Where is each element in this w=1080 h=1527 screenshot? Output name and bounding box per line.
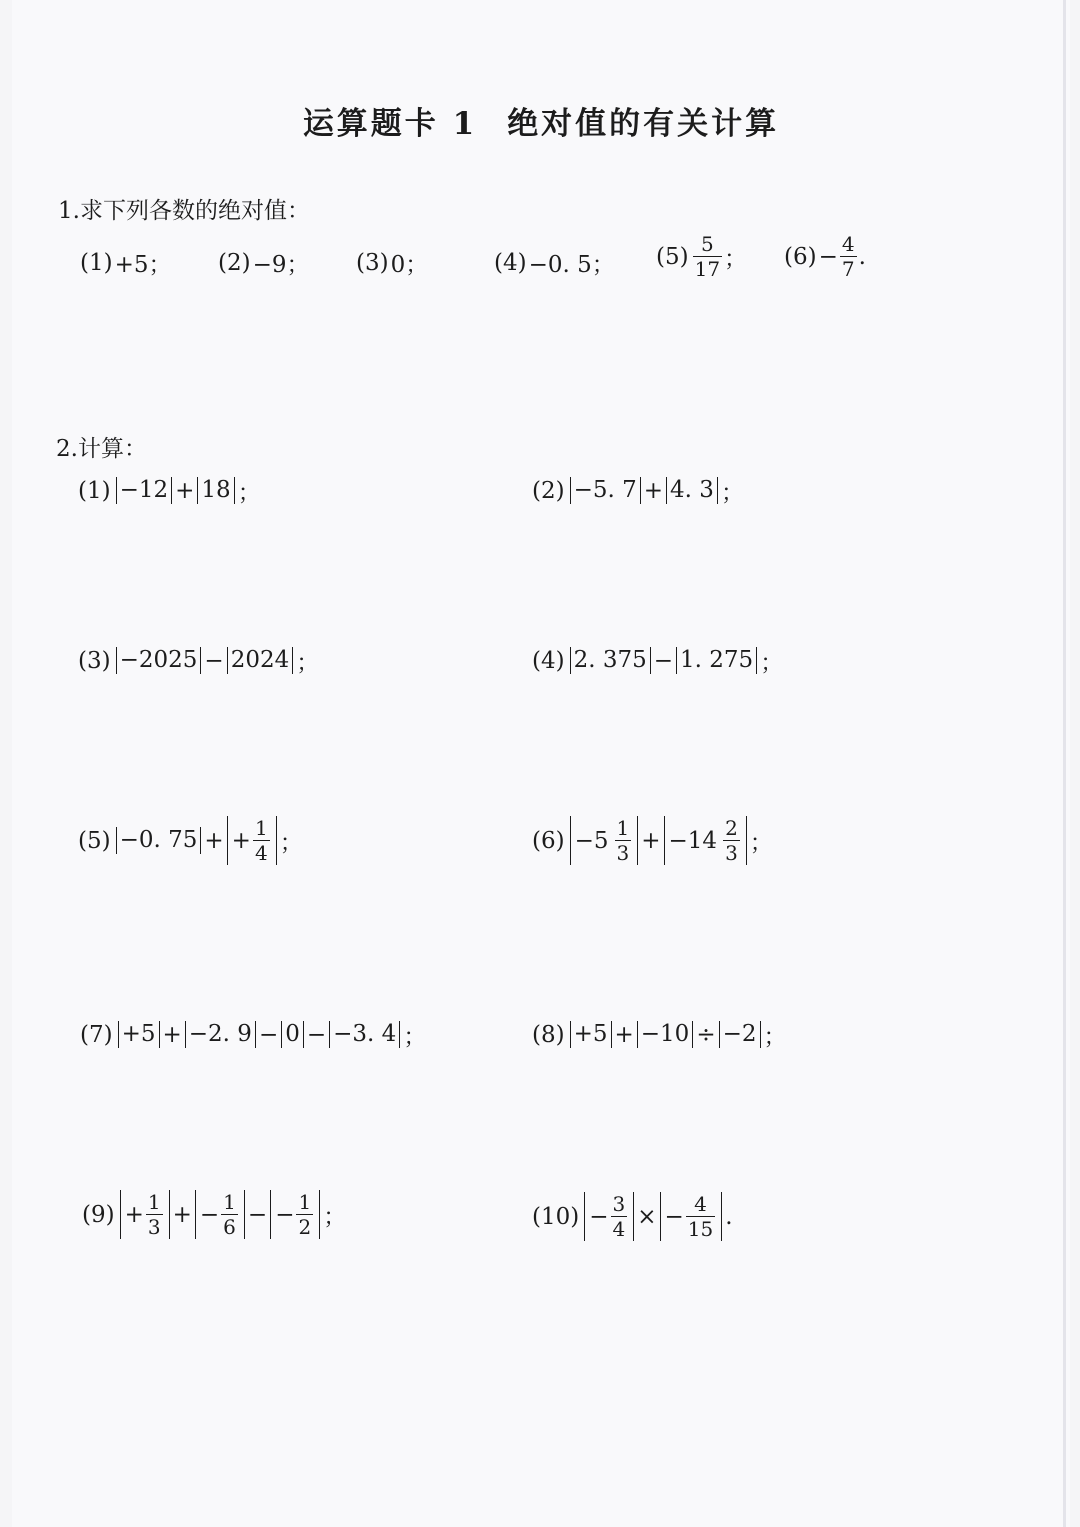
- operand: −12: [119, 477, 169, 504]
- item-number: (1): [80, 249, 113, 276]
- numerator: 5: [700, 232, 714, 256]
- item-end: ；: [279, 830, 303, 856]
- sign: −: [589, 1203, 609, 1230]
- denominator: 15: [687, 1217, 714, 1241]
- numerator: 4: [841, 232, 855, 256]
- question-2-label: 2.计算：: [56, 436, 147, 462]
- operand: −5. 7: [573, 477, 637, 504]
- q1-item-6: [784, 234, 866, 279]
- numerator: 1: [616, 816, 630, 840]
- absolute-value: [197, 477, 234, 503]
- whole-part: −5: [574, 827, 609, 854]
- item-end: ；: [749, 830, 773, 856]
- operator: −: [247, 1201, 268, 1228]
- numerator: 2: [725, 816, 738, 840]
- numerator: 1: [298, 1190, 312, 1214]
- q1-item-2: [218, 246, 310, 279]
- mixed-number: [575, 818, 634, 863]
- item-expression: 0；: [390, 252, 429, 278]
- title-main: 运算题卡 1: [302, 106, 478, 142]
- title-sub: 绝对值的有关计算: [507, 106, 780, 142]
- worksheet-page: [12, 0, 1070, 1527]
- operator: +: [614, 1021, 634, 1048]
- operator: −: [258, 1021, 279, 1048]
- item-end: ；: [403, 1024, 427, 1050]
- item-end: ；: [763, 1024, 787, 1050]
- absolute-value: [584, 1192, 634, 1241]
- absolute-value: [329, 1021, 400, 1047]
- q2-problem-1: [78, 474, 261, 507]
- item-number: (5): [78, 827, 111, 854]
- item-end: ；: [237, 480, 261, 506]
- operand: +5: [573, 1021, 608, 1048]
- absolute-value: [666, 477, 718, 503]
- absolute-value: [120, 1190, 170, 1239]
- item-expression: −0. 5；: [528, 252, 615, 278]
- numerator: 1: [223, 1190, 236, 1214]
- operand: 0: [285, 1021, 300, 1048]
- item-number: (9): [82, 1201, 115, 1228]
- absolute-value: [570, 1021, 612, 1047]
- operand: 2024: [230, 647, 290, 674]
- item-end: .: [725, 1203, 733, 1230]
- item-end: ；: [323, 1204, 347, 1230]
- sign: −: [664, 1203, 684, 1230]
- q2-problem-7: [80, 1018, 426, 1051]
- q2-problem-6: [532, 816, 773, 865]
- operator: +: [204, 827, 224, 854]
- operator: +: [172, 1201, 192, 1228]
- denominator: 2: [298, 1215, 312, 1239]
- absolute-value: [270, 1190, 320, 1239]
- numerator: 4: [694, 1192, 707, 1216]
- operator: −: [653, 647, 674, 674]
- operator: +: [641, 827, 661, 854]
- page-edge: [1063, 0, 1066, 1527]
- operand: 4. 3: [670, 477, 714, 504]
- fraction: [840, 234, 857, 279]
- fraction: [723, 818, 740, 863]
- q2-problem-5: [78, 816, 303, 865]
- operand: 2. 375: [573, 647, 647, 674]
- denominator: 7: [841, 257, 855, 281]
- q1-item-1: [80, 246, 172, 279]
- sign: −: [275, 1201, 295, 1228]
- item-expression: −9；: [252, 252, 310, 278]
- numerator: 1: [147, 1190, 161, 1214]
- fraction: [221, 1192, 238, 1237]
- absolute-value: [281, 1021, 304, 1047]
- q2-problem-4: [532, 644, 783, 677]
- q2-problem-2: [532, 474, 744, 507]
- absolute-value: [116, 647, 202, 673]
- absolute-value: [227, 647, 294, 673]
- absolute-value: [719, 1021, 761, 1047]
- item-number: (6): [784, 243, 817, 270]
- item-end: ；: [296, 650, 320, 676]
- operand: −2: [722, 1021, 757, 1048]
- numerator: 3: [612, 1192, 626, 1216]
- operand: 18: [201, 477, 231, 504]
- page-title: [12, 98, 1070, 143]
- q1-item-3: [356, 246, 428, 279]
- fraction: [615, 818, 632, 863]
- fraction: [686, 1194, 715, 1239]
- sign: −: [818, 243, 838, 270]
- fraction: [611, 1194, 628, 1239]
- absolute-value: [660, 1192, 723, 1241]
- item-expression: +5；: [114, 252, 172, 278]
- absolute-value: [195, 1190, 245, 1239]
- item-number: (1): [78, 477, 111, 504]
- operand: 1. 275: [680, 647, 754, 674]
- absolute-value: [116, 477, 173, 503]
- operator: +: [162, 1021, 182, 1048]
- denominator: 3: [616, 841, 630, 865]
- q2-problem-10: [532, 1192, 733, 1241]
- item-number: (8): [532, 1021, 565, 1048]
- q1-item-4: [494, 246, 615, 279]
- operator: +: [175, 477, 195, 504]
- denominator: 17: [694, 257, 721, 281]
- absolute-value: [118, 1021, 160, 1047]
- sign: −: [199, 1201, 220, 1228]
- absolute-value: [570, 816, 639, 865]
- sign: +: [124, 1201, 144, 1228]
- item-number: (4): [494, 249, 527, 276]
- operator: ×: [637, 1203, 657, 1230]
- absolute-value: [676, 647, 757, 673]
- numerator: 1: [254, 816, 268, 840]
- operator: −: [306, 1021, 327, 1048]
- denominator: 3: [725, 841, 738, 865]
- operator: +: [643, 477, 664, 504]
- absolute-value: [637, 1021, 694, 1047]
- item-number: (7): [80, 1021, 113, 1048]
- operator: ÷: [696, 1021, 716, 1048]
- whole-part: −14: [668, 827, 718, 854]
- q2-problem-8: [532, 1018, 787, 1051]
- operator: −: [204, 647, 224, 674]
- item-number: (5): [656, 243, 689, 270]
- sign: +: [231, 827, 251, 854]
- operand: −2. 9: [188, 1021, 252, 1048]
- operand: −0. 75: [119, 827, 198, 854]
- mixed-number: [669, 818, 742, 863]
- denominator: 3: [147, 1215, 161, 1239]
- fraction: [146, 1192, 163, 1237]
- fraction: [253, 818, 270, 863]
- denominator: 6: [223, 1215, 236, 1239]
- item-end: ；: [724, 246, 748, 272]
- absolute-value: [116, 827, 202, 853]
- absolute-value: [570, 477, 641, 503]
- absolute-value: [227, 816, 277, 865]
- fraction: [693, 234, 722, 279]
- absolute-value: [570, 647, 651, 673]
- item-number: (2): [532, 477, 565, 504]
- item-number: (3): [356, 249, 389, 276]
- operand: −3. 4: [333, 1021, 397, 1048]
- q2-problem-3: [78, 644, 319, 677]
- denominator: 4: [612, 1217, 626, 1241]
- item-end: .: [858, 243, 866, 270]
- denominator: 4: [254, 841, 268, 865]
- item-number: (4): [532, 647, 565, 674]
- question-1-label: 1.求下列各数的绝对值：: [58, 198, 310, 224]
- operand: +5: [121, 1021, 156, 1048]
- q2-problem-9: [82, 1190, 346, 1239]
- operand: −2025: [119, 647, 198, 674]
- item-number: (10): [532, 1203, 580, 1230]
- item-number: (2): [218, 249, 251, 276]
- item-end: ；: [720, 480, 744, 506]
- item-number: (6): [532, 827, 565, 854]
- q1-item-5: [656, 234, 747, 279]
- fraction: [296, 1192, 313, 1237]
- item-end: ；: [760, 650, 784, 676]
- absolute-value: [664, 816, 747, 865]
- absolute-value: [185, 1021, 256, 1047]
- item-number: (3): [78, 647, 111, 674]
- operand: −10: [640, 1021, 690, 1048]
